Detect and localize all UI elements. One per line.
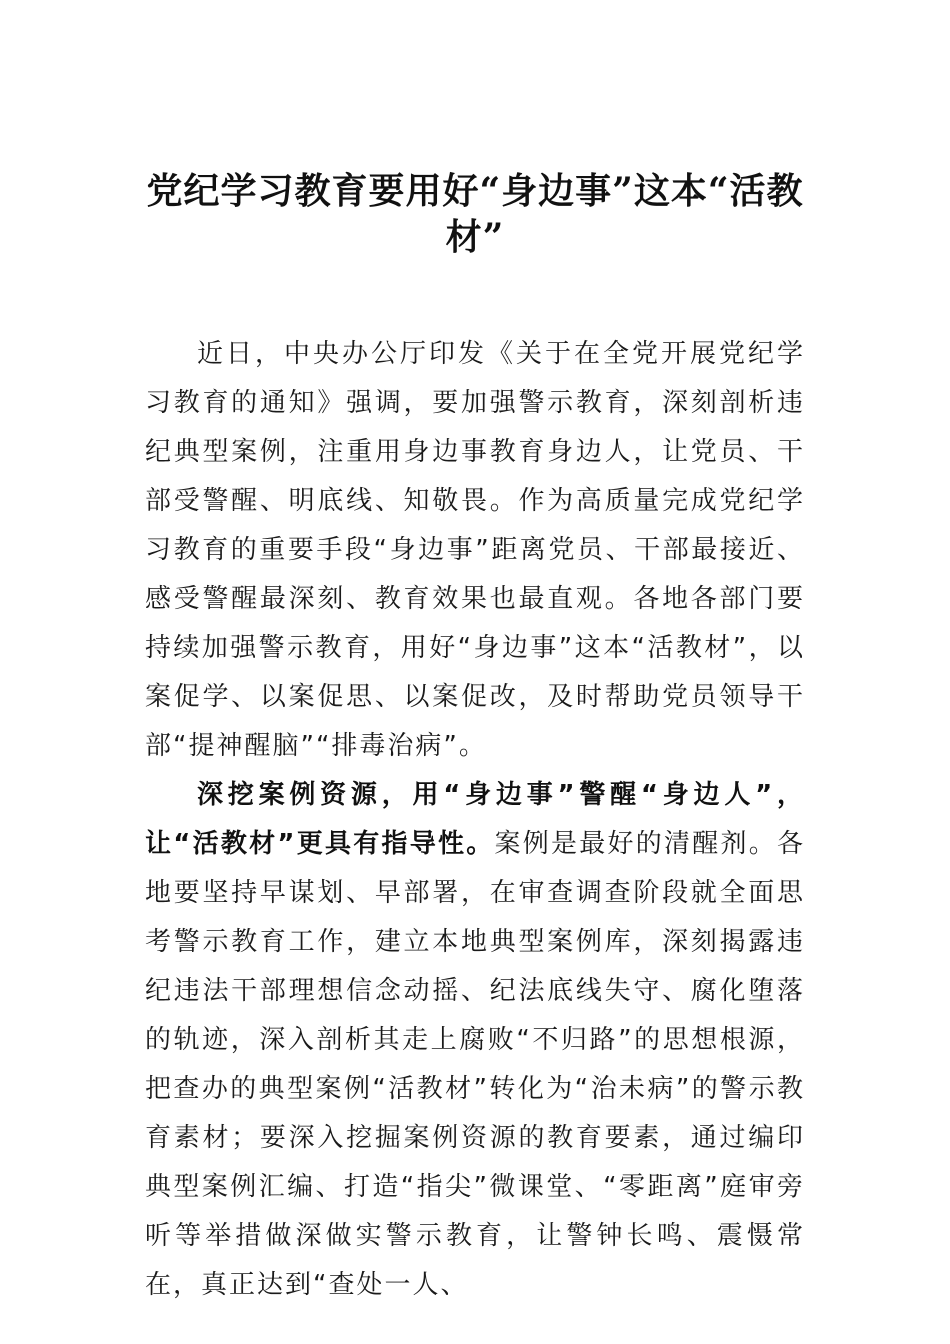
- paragraph-text: 近日，中央办公厅印发《关于在全党开展党纪学习教育的通知》强调，要加强警示教育，深刻剖析违纪典型案例，注重用身边事教育身边人，让党员、干部受警醒、明底线、知敬畏。作为高质量完成党纪学习教育的重要手段“身边事”距离党员、干部最接近、感受警醒最深刻、教育效果也最直观。各地各部门要持续加强警示教育，用好“身边事”这本“活教材”，以案促学、以案促思、以案促改，及时帮助党员领导干部“提神醒脑”“排毒治病”。: [145, 339, 805, 761]
- document-title: 党纪学习教育要用好“身边事”这本“活教材”: [146, 170, 804, 258]
- paragraph-case-resources: [145, 771, 805, 1310]
- paragraph-lead-heading: 深挖案例资源，用“身边事”警醒“身边人”，让“活教材”更具有指导性。: [145, 780, 805, 859]
- paragraph-intro: [145, 330, 805, 771]
- paragraph-text: 案例是最好的清醒剂。各地要坚持早谋划、早部署，在审查调查阶段就全面思考警示教育工作，建立本地典型案例库，深刻揭露违纪违法干部理想信念动摇、纪法底线失守、腐化堕落的轨迹，深入剖析其走上腐败“不归路”的思想根源，把查办的典型案例“活教材”转化为“治未病”的警示教育素材；要深入挖掘案例资源的教育要素，通过编印典型案例汇编、打造“指尖”微课堂、“零距离”庭审旁听等举措做深做实警示教育，让警钟长鸣、震慑常在，真正达到“查处一人、: [145, 829, 805, 1300]
- document-body: [145, 330, 805, 1310]
